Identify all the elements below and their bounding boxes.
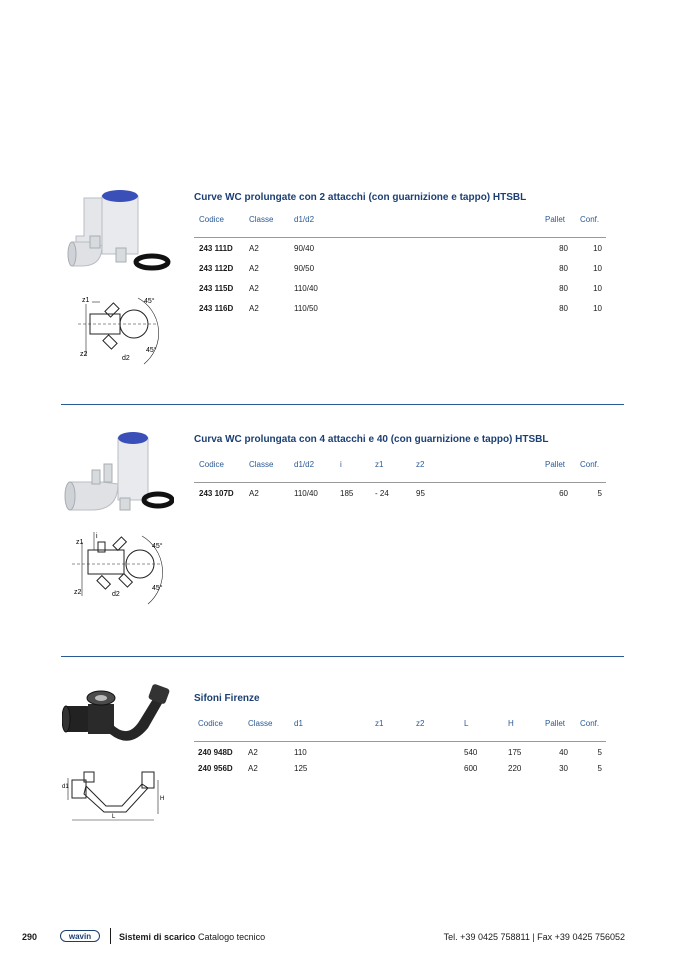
col-header-conf: Conf.	[580, 719, 600, 728]
drawing-label-H: H	[160, 796, 165, 802]
contact-info: Tel. +39 0425 758811 | Fax +39 0425 756052	[443, 932, 625, 942]
drawing-label-angle: 45°	[146, 347, 157, 354]
cell-pallet: 80	[559, 304, 568, 313]
cell-conf: 5	[597, 489, 602, 498]
page-footer	[0, 930, 677, 946]
cell-d1d2: 110/40	[294, 284, 318, 293]
product-table	[194, 719, 606, 778]
col-header-codice: Codice	[198, 719, 223, 728]
col-header-codice: Codice	[199, 460, 224, 469]
drawing-label-angle: 45°	[152, 543, 163, 550]
section-title: Sifoni Firenze	[194, 693, 260, 704]
cell-L: 540	[464, 748, 478, 757]
product-photo-curva-2-attacchi	[62, 186, 174, 278]
cell-pallet: 30	[559, 764, 568, 773]
col-header-classe: Classe	[249, 460, 274, 469]
catalog-title	[119, 932, 265, 942]
cell-pallet: 60	[559, 489, 568, 498]
cell-conf: 10	[593, 304, 602, 313]
col-header-z2: z2	[416, 460, 425, 469]
col-header-i: i	[340, 460, 342, 469]
technical-drawing-curva-4-attacchi	[72, 530, 168, 610]
drawing-label-z2: z2	[80, 351, 88, 358]
cell-pallet: 40	[559, 748, 568, 757]
cell-d1d2: 90/40	[294, 244, 315, 253]
cell-codice: 243 111D	[199, 244, 233, 253]
table-row	[194, 762, 606, 778]
col-header-z2: z2	[416, 719, 425, 728]
footer-separator	[110, 928, 111, 944]
cell-pallet: 80	[559, 244, 568, 253]
cell-d1d2: 110/50	[294, 304, 318, 313]
drawing-label-z1: z1	[76, 539, 84, 546]
product-table	[194, 215, 606, 318]
technical-drawing-sifone-firenze	[62, 766, 172, 826]
logo-text: wavin	[68, 932, 92, 941]
drawing-label-L: L	[112, 814, 116, 820]
drawing-label-z1: z1	[82, 297, 90, 304]
cell-L: 600	[464, 764, 478, 773]
table-header	[194, 460, 606, 476]
catalog-title-rest: Catalogo tecnico	[195, 932, 266, 942]
col-header-z1: z1	[375, 460, 384, 469]
cell-codice: 240 948D	[198, 748, 233, 757]
section-divider	[61, 404, 624, 405]
col-header-codice: Codice	[199, 215, 224, 224]
cell-z2: 95	[416, 489, 425, 498]
cell-conf: 5	[597, 748, 602, 757]
page-number: 290	[22, 932, 38, 942]
section-divider	[61, 656, 624, 657]
technical-drawing-curva-2-attacchi	[78, 294, 168, 370]
drawing-label-d1: d1	[62, 784, 69, 790]
product-photo-sifone-firenze	[62, 684, 174, 746]
col-header-d1d2: d1/d2	[294, 460, 315, 469]
col-header-d1d2: d1/d2	[294, 215, 315, 224]
col-header-d1: d1	[294, 719, 303, 728]
table-row	[194, 258, 606, 278]
cell-classe: A2	[248, 748, 258, 757]
cell-classe: A2	[249, 304, 259, 313]
drawing-label-angle: 45°	[144, 298, 155, 305]
cell-z1: - 24	[375, 489, 389, 498]
section-title: Curve WC prolungate con 2 attacchi (con guarnizione e tappo) HTSBL	[194, 192, 527, 203]
col-header-L: L	[464, 719, 469, 728]
col-header-conf: Conf.	[580, 460, 600, 469]
cell-H: 175	[508, 748, 522, 757]
product-photo-curva-4-attacchi	[62, 430, 174, 522]
cell-H: 220	[508, 764, 522, 773]
table-row	[194, 483, 606, 503]
cell-conf: 5	[597, 764, 602, 773]
cell-i: 185	[340, 489, 354, 498]
cell-d1d2: 110/40	[294, 489, 318, 498]
cell-classe: A2	[249, 264, 259, 273]
cell-d1: 110	[294, 748, 307, 757]
cell-pallet: 80	[559, 284, 568, 293]
col-header-pallet: Pallet	[545, 460, 566, 469]
table-row	[194, 742, 606, 762]
cell-codice: 243 112D	[199, 264, 234, 273]
drawing-label-z2: z2	[74, 589, 82, 596]
table-header	[194, 719, 606, 735]
cell-codice: 243 116D	[199, 304, 234, 313]
cell-classe: A2	[249, 244, 259, 253]
col-header-H: H	[508, 719, 514, 728]
cell-classe: A2	[248, 764, 258, 773]
cell-codice: 240 956D	[198, 764, 233, 773]
col-header-pallet: Pallet	[545, 719, 566, 728]
wavin-logo	[60, 930, 100, 944]
cell-codice: 243 115D	[199, 284, 234, 293]
product-table	[194, 460, 606, 503]
cell-classe: A2	[249, 489, 259, 498]
col-header-classe: Classe	[249, 215, 274, 224]
catalog-title-bold: Sistemi di scarico	[119, 932, 196, 942]
drawing-label-d2: d2	[112, 591, 120, 598]
table-row	[194, 278, 606, 298]
section-title: Curva WC prolungata con 4 attacchi e 40 (con guarnizione e tappo) HTSBL	[194, 434, 549, 445]
table-row	[194, 298, 606, 318]
cell-pallet: 80	[559, 264, 568, 273]
cell-classe: A2	[249, 284, 259, 293]
cell-d1d2: 90/50	[294, 264, 315, 273]
col-header-pallet: Pallet	[545, 215, 566, 224]
cell-conf: 10	[593, 264, 602, 273]
col-header-z1: z1	[375, 719, 384, 728]
cell-codice: 243 107D	[199, 489, 234, 498]
drawing-label-d2: d2	[122, 355, 130, 362]
cell-d1: 125	[294, 764, 308, 773]
cell-conf: 10	[593, 244, 602, 253]
table-row	[194, 238, 606, 258]
cell-conf: 10	[593, 284, 602, 293]
drawing-label-i: i	[96, 533, 98, 540]
drawing-label-angle: 45°	[152, 585, 163, 592]
col-header-classe: Classe	[248, 719, 273, 728]
col-header-conf: Conf.	[580, 215, 600, 224]
table-header	[194, 215, 606, 231]
